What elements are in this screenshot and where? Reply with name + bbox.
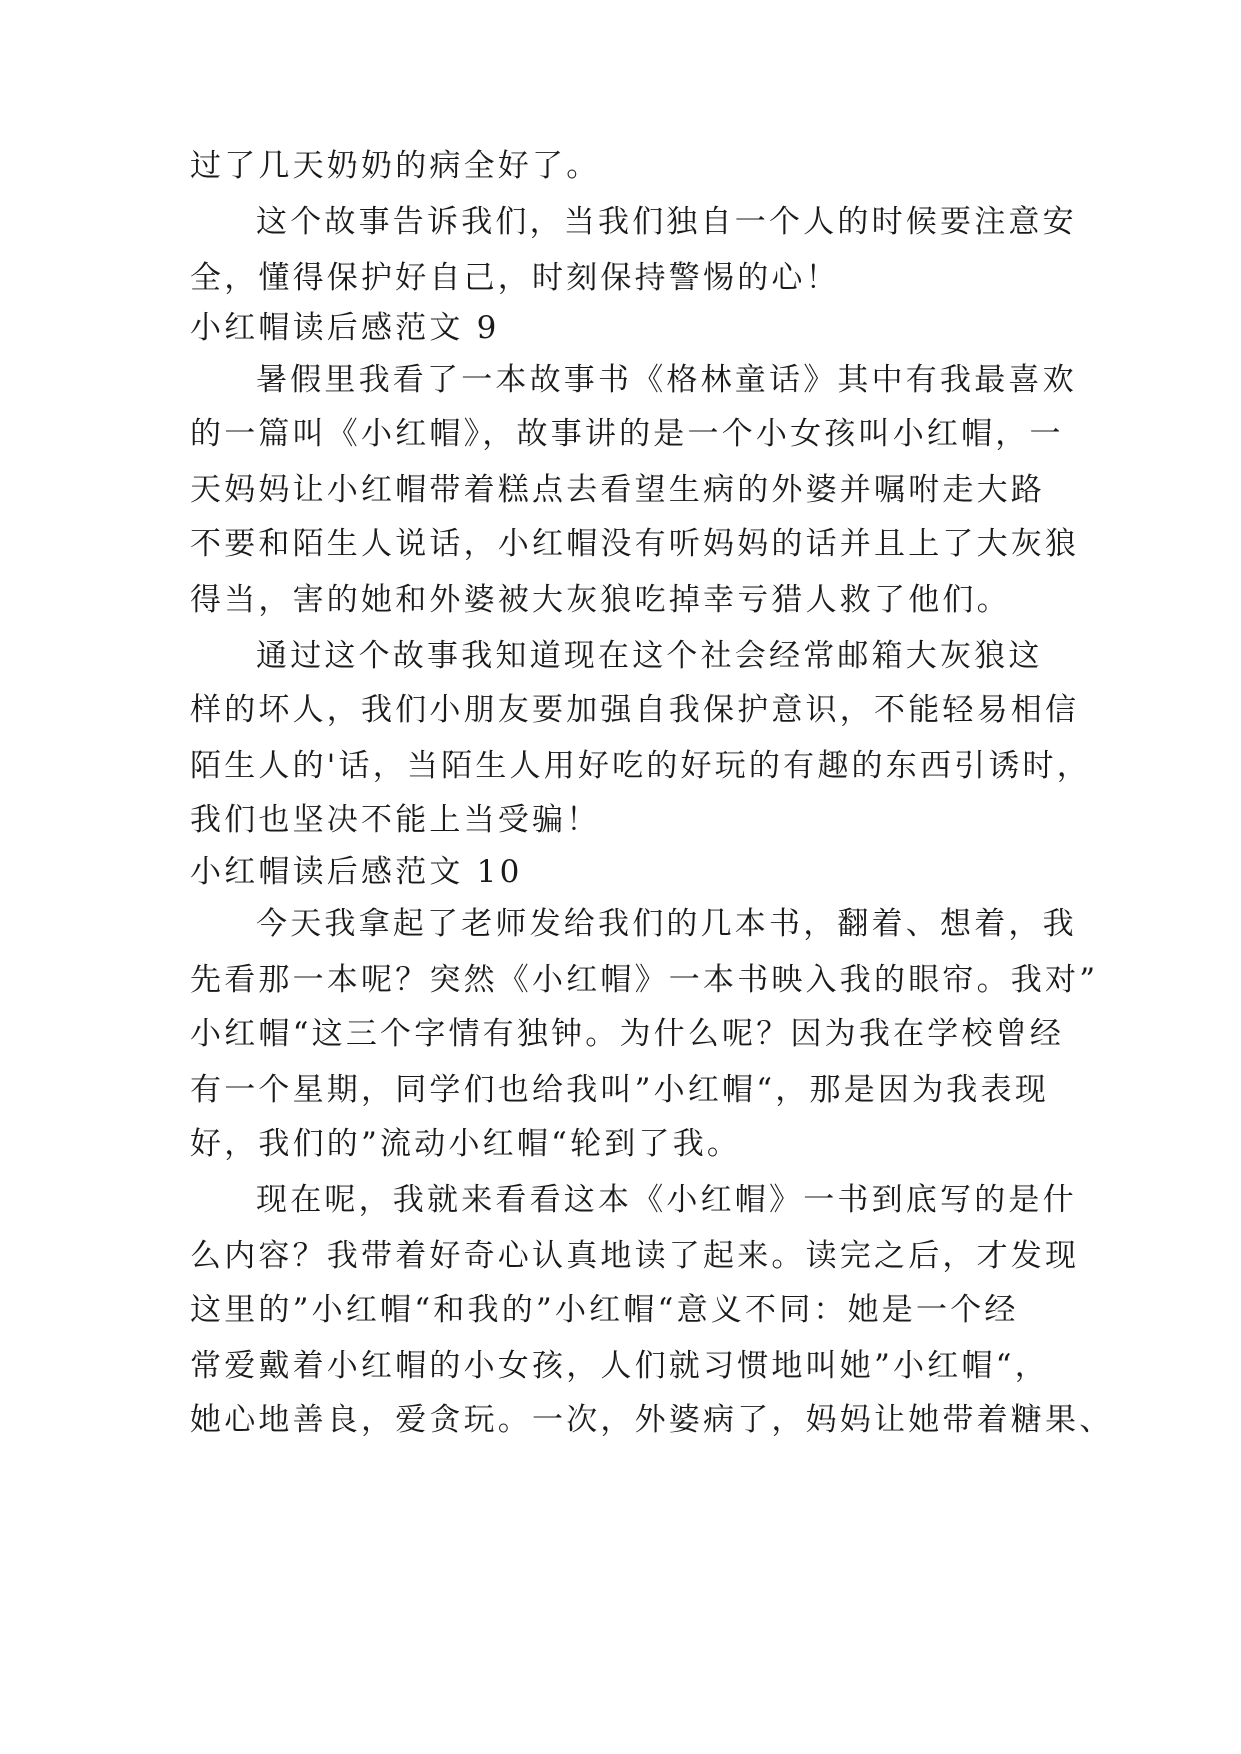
body-text-line: 全，懂得保护好自己，时刻保持警惕的心！ — [190, 260, 840, 296]
body-text-line: 陌生人的'话，当陌生人用好吃的好玩的有趣的东西引诱时， — [190, 748, 1091, 784]
body-text-line: 有一个星期，同学们也给我叫”小红帽“，那是因为我表现 — [190, 1072, 1049, 1108]
body-text-line: 小红帽“这三个字情有独钟。为什么呢？因为我在学校曾经 — [190, 1016, 1065, 1052]
paragraph-first-line: 暑假里我看了一本故事书《格林童话》其中有我最喜欢 — [256, 362, 1077, 398]
paragraph-first-line: 今天我拿起了老师发给我们的几本书，翻着、想着，我 — [256, 906, 1077, 942]
body-text-line: 的一篇叫《小红帽》，故事讲的是一个小女孩叫小红帽，一 — [190, 416, 1064, 452]
body-text-line: 常爱戴着小红帽的小女孩，人们就习惯地叫她”小红帽“， — [190, 1348, 1049, 1384]
body-text-line: 么内容？我带着好奇心认真地读了起来。读完之后，才发现 — [190, 1238, 1080, 1274]
body-text-line: 先看那一本呢？突然《小红帽》一本书映入我的眼帘。我对” — [190, 962, 1099, 998]
body-text-line: 不要和陌生人说话，小红帽没有听妈妈的话并且上了大灰狼 — [190, 526, 1080, 562]
body-text-line: 好，我们的”流动小红帽“轮到了我。 — [190, 1126, 742, 1162]
paragraph-first-line: 通过这个故事我知道现在这个社会经常邮箱大灰狼这 — [256, 638, 1043, 674]
body-text-line: 她心地善良，爱贪玩。一次，外婆病了，妈妈让她带着糖果、 — [190, 1402, 1114, 1438]
body-text-line: 这里的”小红帽“和我的”小红帽“意义不同：她是一个经 — [190, 1292, 1019, 1328]
body-text-line: 天妈妈让小红帽带着糕点去看望生病的外婆并嘱咐走大路 — [190, 472, 1045, 508]
section-heading: 小红帽读后感范文 9 — [190, 310, 500, 346]
paragraph-first-line: 这个故事告诉我们，当我们独自一个人的时候要注意安 — [256, 204, 1077, 240]
paragraph-first-line: 现在呢，我就来看看这本《小红帽》一书到底写的是什 — [256, 1182, 1077, 1218]
body-text-line: 我们也坚决不能上当受骗！ — [190, 802, 601, 838]
section-heading: 小红帽读后感范文 10 — [190, 854, 523, 890]
body-text-line: 得当，害的她和外婆被大灰狼吃掉幸亏猎人救了他们。 — [190, 582, 1011, 618]
body-text-line: 过了几天奶奶的病全好了。 — [190, 148, 601, 184]
body-text-line: 样的坏人，我们小朋友要加强自我保护意识，不能轻易相信 — [190, 692, 1080, 728]
